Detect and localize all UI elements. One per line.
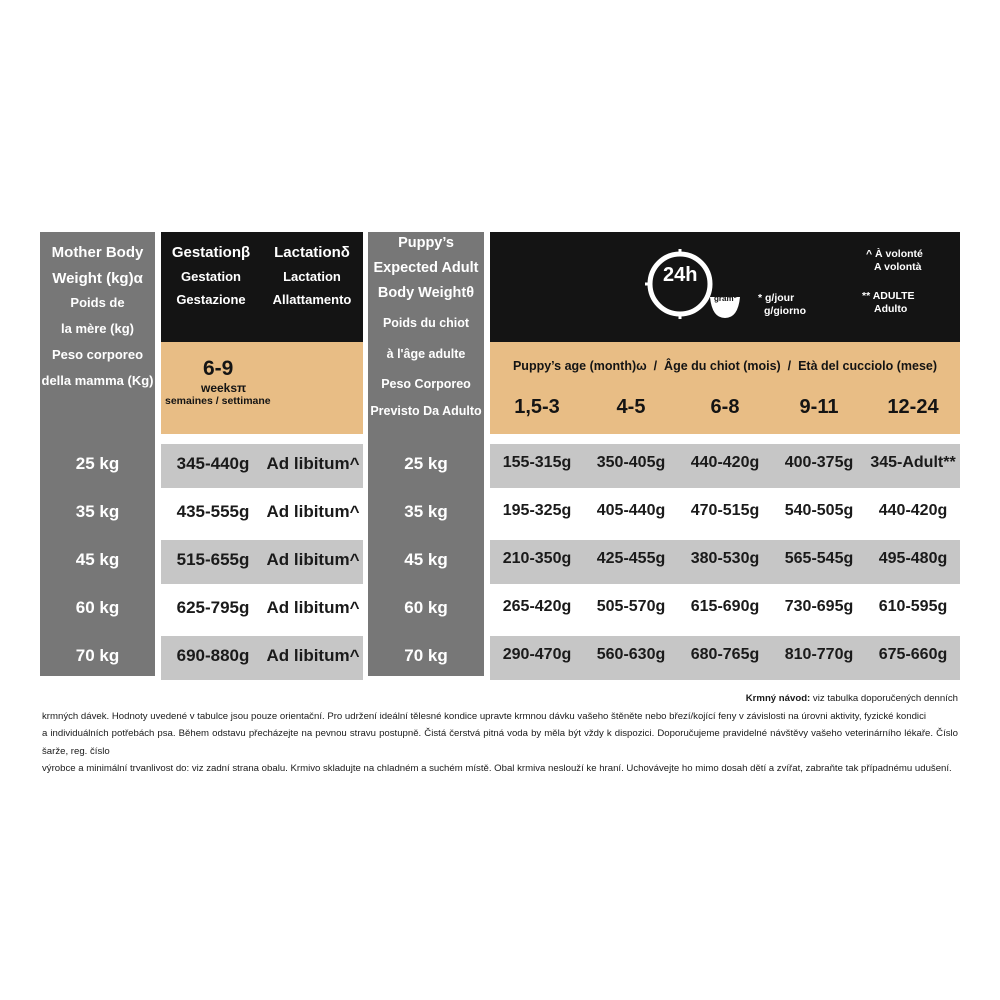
lactation-cell: Ad libitum^ [266,502,360,521]
instructions-lead-rest: viz tabulka doporučených denních [810,693,958,704]
gestation-cell: 435-555g [176,502,250,521]
age-ration-cell: 265-420g [502,598,572,615]
lactation-title: Lactationδ [274,244,350,261]
adulte-fr: ** ADULTE [862,290,915,302]
mother-weight-cell: 60 kg [75,598,120,617]
ad-libitum-legend [866,248,923,274]
lactation-cell: Ad libitum^ [266,598,360,617]
age-ration-cell: 495-480g [878,550,948,567]
mother-heading-it-1: Peso corporeo [51,347,144,363]
lactation-fr: Lactation [283,269,341,284]
gestation-cell: 625-795g [176,598,250,617]
age-ration-cell: 540-505g [784,502,854,519]
gestation-it: Gestazione [176,292,246,307]
mother-heading-fr-1: Poids de [70,295,125,310]
age-col-2: 4-5 [616,396,646,418]
age-ration-cell: 565-545g [784,550,854,567]
mother-heading-fr-2: la mère (kg) [61,321,134,337]
puppy-weight-cell: 70 kg [404,646,448,665]
puppy-heading-en-2: Expected Adult [373,259,479,276]
puppy-heading-it-1: Peso Corporeo [381,377,471,391]
gram-label: gram* [714,294,737,303]
unit-legend [758,292,806,318]
puppy-heading-it-2: Previsto Da Adulto [370,404,482,419]
weeks-translation: semaines / settimane [165,395,271,407]
clock-24h-label: 24h [663,264,698,286]
age-ration-cell: 380-530g [690,550,760,567]
daily-ration-header [490,232,960,342]
age-ration-cell: 345-Adult** [870,454,956,471]
mother-weight-cell: 25 kg [75,454,120,473]
age-col-5: 12-24 [887,396,939,418]
age-ration-cell: 195-325g [502,502,572,519]
volonte-fr: ^ À volonté [866,248,923,260]
gestation-cell: 345-440g [176,454,250,473]
age-ration-cell: 405-440g [596,502,666,519]
age-col-4: 9-11 [799,396,839,418]
age-ration-cell: 425-455g [596,550,666,567]
clock-bowl-icon [640,242,750,332]
lactation-it: Allattamento [272,292,352,307]
puppy-age-panel [490,342,960,434]
weeks-panel [161,342,363,434]
weeks-range: 6-9 [203,357,234,380]
instructions-line-1: krmných dávek. Hodnoty uvedené v tabulce jsou pouze orientační. Pro udržení ideální tělesné kondice upravte krmnou dávku vašeho štěněte nebo březí/kojící feny v závislosti na úrovni aktivity, fyzické kondici [42,710,926,722]
unit-legend-it: g/giorno [764,305,806,317]
age-ration-cell: 350-405g [596,454,666,471]
age-ration-cell: 615-690g [690,598,760,615]
age-col-3: 6-8 [710,396,740,418]
gestation-title: Gestationβ [171,244,251,261]
puppy-weight-cell: 45 kg [404,550,448,569]
feeding-instructions [42,690,958,778]
mother-heading-en-2: Weight (kg)α [52,269,143,287]
puppy-heading-en-1: Puppy’s [398,235,454,251]
age-ration-cell: 680-765g [690,646,760,663]
instructions-line-3: výrobce a minimální trvanlivost do: viz zadní strana obalu. Krmivo skladujte na chladném a suchém místě. Obal krmiva neslouží ke hraní. Uchovávejte ho mimo dosah dětí a zvířat, zabraňte tak případnému udušení. [42,763,952,774]
age-ration-cell: 505-570g [596,598,666,615]
volonte-it: A volontà [874,261,922,273]
gestation-lactation-header [161,232,363,342]
puppy-weight-cell: 25 kg [404,454,448,473]
weeks-label: weeksπ [201,381,247,395]
adulte-it: Adulto [874,303,908,315]
mother-heading-it-2: della mamma (Kg) [41,373,154,389]
puppy-age-title: Puppy’s age (month)ω / Âge du chiot (mois) / Età del cucciolo (mese) [512,359,938,373]
unit-legend-fr: * g/jour [758,292,795,304]
adult-legend [862,290,915,316]
age-ration-cell: 470-515g [690,502,760,519]
puppy-heading-en-3: Body Weightθ [377,284,475,301]
mother-weight-header [40,240,155,392]
instructions-lead: Krmný návod: [745,693,811,704]
lactation-cell: Ad libitum^ [266,454,360,473]
puppy-heading-fr-2: à l'âge adulte [386,346,466,361]
puppy-heading-fr-1: Poids du chiot [382,316,470,331]
age-ration-cell: 675-660g [878,646,948,663]
age-ration-cell: 400-375g [784,454,854,471]
puppy-adult-weight-header [368,233,484,422]
age-ration-cell: 610-595g [878,598,948,615]
mother-weight-cell: 45 kg [75,550,120,569]
lactation-cell: Ad libitum^ [266,646,360,665]
age-ration-cell: 290-470g [502,646,572,663]
puppy-weight-cell: 60 kg [404,598,448,617]
age-ration-cell: 560-630g [596,646,666,663]
age-ration-cell: 440-420g [878,502,948,519]
puppy-weight-cell: 35 kg [404,502,448,521]
mother-weight-cell: 35 kg [75,502,120,521]
age-col-1: 1,5-3 [514,396,560,418]
gestation-fr: Gestation [181,269,241,284]
mother-weight-cell: 70 kg [75,646,120,665]
mother-heading-en-1: Mother Body [51,244,144,261]
age-ration-cell: 440-420g [690,454,760,471]
instructions-line-0 [42,690,958,708]
gestation-cell: 690-880g [176,646,250,665]
gestation-cell: 515-655g [176,550,250,569]
age-ration-cell: 810-770g [784,646,854,663]
age-ration-cell: 730-695g [784,598,854,615]
age-ration-cell: 155-315g [502,454,572,471]
instructions-line-2: a individuálních potřebách psa. Během odstavu přecházejte na pevnou stravu postupně. Čistá čerstvá pitná voda by měla být vždy k dispozici. Doporučujeme pravidelné návštěvy vašeho veterinárního lékaře. Číslo šarže, reg. číslo [42,728,958,757]
lactation-cell: Ad libitum^ [266,550,360,569]
age-ration-cell: 210-350g [502,550,572,567]
